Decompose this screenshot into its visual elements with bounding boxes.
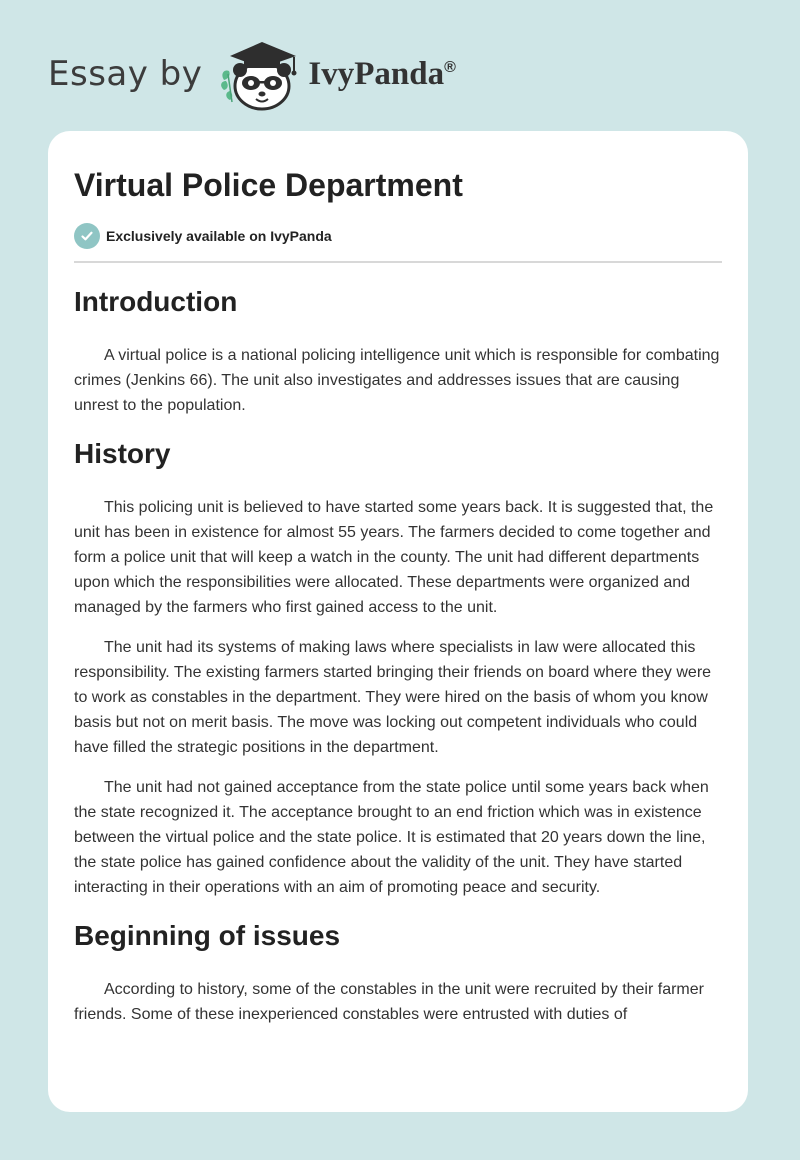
paragraph: This policing unit is believed to have started some years back. It is suggested that, the unit has been in existence for almost 55 years. The farmers decided to come together and form a police unit that will keep a watch in the county. The unit had different departments upon which the responsibilities were allocated. These departments were organized and managed by the farmers who first gained access to the unit. (74, 499, 714, 617)
essay-card (48, 131, 748, 1112)
check-circle-icon (74, 223, 100, 249)
page-title: Virtual Police Department (74, 167, 463, 203)
paragraph: The unit had not gained acceptance from the state police until some years back when the state recognized it. The acceptance brought to an end friction which was in existence between the virtual police and the state police. It is estimated that 20 years down the line, the state police has gained confidence about the validity of the unit. They have started interacting in their operations with an aim of promoting peace and security. (74, 779, 709, 897)
divider (74, 261, 722, 263)
section-heading-history: History (74, 437, 171, 469)
badge-text: Exclusively available on IvyPanda (106, 227, 332, 244)
panda-logo-icon[interactable] (216, 36, 308, 112)
brand-prefix: Essay by (48, 54, 203, 94)
registered-mark: ® (444, 58, 456, 76)
brand-name-text: IvyPanda (308, 55, 445, 92)
brand-name[interactable] (308, 56, 456, 93)
section-heading-introduction: Introduction (74, 285, 238, 317)
brand-header (48, 36, 456, 112)
paragraph: A virtual police is a national policing intelligence unit which is responsible for combating crimes (Jenkins 66). The unit also investigates and addresses issues that are causing unrest to the population. (74, 346, 720, 414)
paragraph: According to history, some of the constables in the unit were recruited by their farmer friends. Some of these inexperienced constables were entrusted with duties of (74, 981, 704, 1024)
section-heading-beginning-of-issues: Beginning of issues (74, 920, 341, 952)
exclusive-badge (74, 223, 722, 249)
leaf-icon (221, 71, 232, 102)
paragraph: The unit had its systems of making laws where specialists in law were allocated this responsibility. The existing farmers started bringing their friends on board where they were to work as constables in the department. They were hired on the basis of whom you know basis but not on merit basis. The move was locking out competent individuals who could have filled the strategic positions in the department. (74, 639, 712, 757)
